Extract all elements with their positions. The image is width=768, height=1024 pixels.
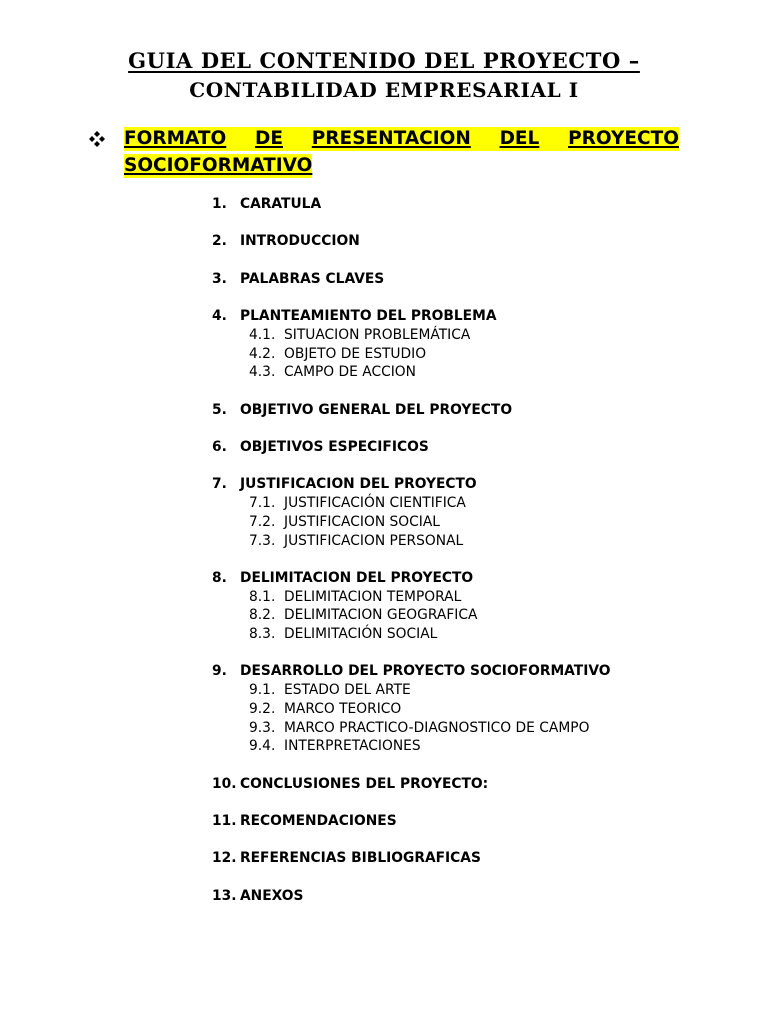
section-heading-line2: SOCIOFORMATIVO (124, 155, 313, 176)
outline-subitem-number: 4.1. (249, 326, 276, 343)
outline-item (212, 475, 732, 550)
outline-item-heading (212, 812, 732, 831)
outline-item-number: 6. (212, 439, 227, 456)
outline-subitem (249, 681, 732, 700)
outline-item-number: 1. (212, 196, 227, 212)
outline-subitem (249, 606, 732, 625)
outline-item-heading (212, 401, 732, 420)
outline-item-number: 8. (212, 569, 227, 586)
outline-item (212, 307, 732, 382)
outline-subitem-label: MARCO TEORICO (284, 700, 402, 717)
outline-subitem-label: MARCO PRACTICO-DIAGNOSTICO DE CAMPO (284, 719, 590, 736)
outline-item-label: DESARROLLO DEL PROYECTO SOCIOFORMATIVO (240, 663, 611, 680)
outline-item (212, 270, 732, 289)
outline-subitem (249, 588, 732, 607)
document-title (0, 46, 768, 76)
section-heading-word: PRESENTACION (311, 128, 471, 149)
outline-item (212, 438, 732, 457)
outline-subitem (249, 625, 732, 644)
outline-subitem-number: 9.4. (249, 738, 276, 755)
outline-item-label: DELIMITACION DEL PROYECTO (240, 569, 474, 586)
outline-item (212, 775, 732, 794)
outline-item (212, 662, 732, 756)
outline-item-number: 11. (212, 813, 237, 830)
outline-item (212, 232, 732, 251)
section-heading-word: FORMATO (124, 128, 227, 149)
section-heading-line1 (124, 127, 679, 151)
outline-subitem-number: 9.2. (249, 700, 276, 717)
outline-subitem (249, 532, 732, 551)
outline-item-number: 3. (212, 270, 227, 287)
outline-item-number: 9. (212, 663, 227, 680)
outline-item-label: JUSTIFICACION DEL PROYECTO (240, 476, 477, 493)
outline-item-number: 7. (212, 476, 227, 493)
outline-subitem-label: JUSTIFICACION PERSONAL (284, 532, 464, 549)
outline-item-heading (212, 849, 732, 868)
outline-item-label: REFERENCIAS BIBLIOGRAFICAS (240, 850, 481, 867)
document-title-line1: GUIA DEL CONTENIDO DEL PROYECTO – (128, 48, 640, 73)
outline-item-heading (212, 270, 732, 289)
outline-item-heading (212, 307, 732, 326)
outline-subitem-label: DELIMITACION GEOGRAFICA (284, 607, 478, 624)
outline-item (212, 812, 732, 831)
outline-subitem (249, 363, 732, 382)
outline-subitem (249, 494, 732, 513)
section-heading-text (124, 127, 679, 178)
outline-subitem-number: 7.3. (249, 532, 276, 549)
section-heading-word: DEL (499, 128, 540, 149)
outline-subitem-label: JUSTIFICACION SOCIAL (284, 513, 440, 530)
outline-item-label: CARATULA (240, 196, 322, 212)
outline-item-heading (212, 475, 732, 494)
outline-subitem-label: DELIMITACION TEMPORAL (284, 588, 462, 605)
outline-subitem (249, 345, 732, 364)
outline-item-heading (212, 662, 732, 681)
outline-subitem-label: ESTADO DEL ARTE (284, 682, 411, 699)
outline-subitem (249, 719, 732, 738)
outline-item-label: INTRODUCCION (240, 233, 360, 250)
outline-item (212, 887, 732, 906)
outline-item-label: RECOMENDACIONES (240, 813, 397, 830)
outline-item-number: 4. (212, 308, 227, 325)
outline-item-label: ANEXOS (240, 887, 304, 904)
outline-item-label: PLANTEAMIENTO DEL PROBLEMA (240, 308, 497, 325)
outline-item-heading (212, 569, 732, 588)
outline-subitem-label: CAMPO DE ACCION (284, 364, 416, 381)
outline-item-number: 2. (212, 233, 227, 250)
outline-item-number: 5. (212, 401, 227, 418)
outline-subitem-number: 8.3. (249, 626, 276, 643)
outline-item-heading (212, 887, 732, 906)
outline-subitem-number: 8.2. (249, 607, 276, 624)
outline-subitem-number: 9.3. (249, 719, 276, 736)
outline-subitem-label: OBJETO DE ESTUDIO (284, 345, 427, 362)
outline-subitem-label: JUSTIFICACIÓN CIENTIFICA (284, 495, 466, 512)
outline-subitem (249, 513, 732, 532)
outline-item-label: OBJETIVO GENERAL DEL PROYECTO (240, 401, 513, 418)
section-heading-word: DE (255, 128, 283, 149)
outline-item-label: CONCLUSIONES DEL PROYECTO: (240, 775, 489, 792)
outline-subitem-label: INTERPRETACIONES (284, 738, 421, 755)
outline-item-heading (212, 438, 732, 457)
outline-subitem-label: DELIMITACIÓN SOCIAL (284, 626, 438, 643)
outline-item (212, 401, 732, 420)
outline-item-heading (212, 195, 732, 214)
outline-subitem-number: 7.2. (249, 513, 276, 530)
outline-subitem-number: 4.3. (249, 364, 276, 381)
outline-item (212, 569, 732, 644)
outline-item-label: PALABRAS CLAVES (240, 270, 385, 287)
outline-item-heading (212, 232, 732, 251)
outline-subitem (249, 700, 732, 719)
document-subtitle: CONTABILIDAD EMPRESARIAL I (189, 78, 579, 102)
outline-item-number: 12. (212, 850, 237, 867)
outline-subitem-label: SITUACION PROBLEMÁTICA (284, 326, 471, 343)
content-outline-list (212, 195, 732, 924)
outline-subitem (249, 737, 732, 756)
outline-subitem-number: 8.1. (249, 588, 276, 605)
outline-item-number: 13. (212, 887, 237, 904)
outline-subitem-number: 4.2. (249, 345, 276, 362)
outline-item (212, 849, 732, 868)
outline-subitem-number: 9.1. (249, 682, 276, 699)
outline-subitem-number: 7.1. (249, 495, 276, 512)
outline-item-heading (212, 775, 732, 794)
outline-subitem (249, 326, 732, 345)
outline-item (212, 195, 732, 214)
diamond-bullet-icon (88, 130, 106, 148)
outline-item-label: OBJETIVOS ESPECIFICOS (240, 439, 429, 456)
outline-item-number: 10. (212, 775, 237, 792)
section-heading-word: PROYECTO (568, 128, 679, 149)
